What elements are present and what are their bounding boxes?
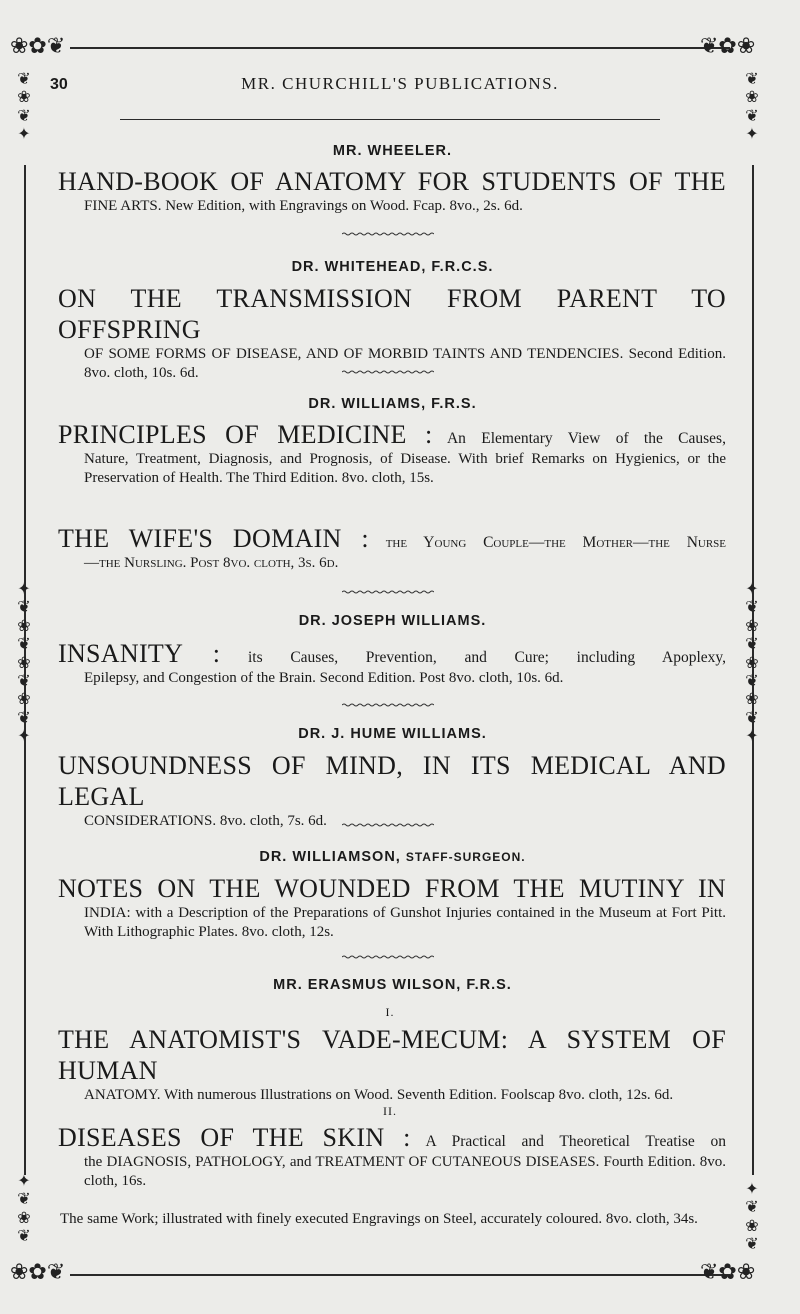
section-divider-squiggle [342, 823, 434, 827]
section-author: MR. WHEELER. [332, 143, 453, 159]
left-top-vine-icon: ❦ ❀ ❦ ✦ [17, 69, 31, 144]
catalog-entry [58, 750, 726, 831]
section-divider-squiggle [342, 590, 434, 594]
page-header [50, 74, 750, 98]
volume-numeral: I. [385, 1005, 395, 1019]
book-description: —the Nursling. Post 8vo. cloth, 3s. 6d. [84, 555, 339, 572]
bottom-left-floral-icon: ❀✿❦ [10, 1260, 66, 1285]
book-description: OF SOME FORMS OF DISEASE, AND OF MORBID TAINTS AND TENDENCIES. Second Edition. 8vo. cloth, 10s. 6d. [84, 346, 726, 382]
book-description: FINE ARTS. New Edition, with Engravings on Wood. Fcap. 8vo., 2s. 6d. [84, 198, 523, 215]
catalog-entry [58, 873, 726, 942]
book-description: the DIAGNOSIS, PATHOLOGY, and TREATMENT OF CUTANEOUS DISEASES. Fourth Edition. 8vo. cloth, 16s. [84, 1154, 726, 1189]
section-author: DR. WHITEHEAD, F.R.C.S. [291, 259, 494, 275]
catalog-entry [58, 1024, 726, 1105]
catalog-entry [58, 523, 726, 573]
section-divider-squiggle [342, 703, 434, 707]
book-title: HAND-BOOK OF ANATOMY FOR STUDENTS OF THE [58, 167, 726, 196]
catalog-entry [58, 166, 726, 216]
catalog-entry [58, 283, 726, 383]
catalog-entry [58, 638, 726, 688]
right-bottom-vine-icon: ✦ ❦ ❀ ❦ [745, 1179, 759, 1254]
right-top-vine-icon: ❦ ❀ ❦ ✦ [745, 69, 759, 144]
left-middle-vine-icon: ✦ ❦ ❀ ❦ ❀ ❦ ❀ ❦ ✦ [17, 579, 31, 746]
left-bottom-vine-icon: ✦ ❦ ❀ ❦ [17, 1171, 31, 1246]
book-title: THE ANATOMIST'S VADE-MECUM: A SYSTEM OF HUMAN [58, 1025, 726, 1086]
book-subtitle: its Causes, Prevention, and Cure; including Apoplexy, [248, 649, 726, 666]
author-name: DR. WILLIAMSON, [259, 849, 401, 865]
book-description: Epilepsy, and Congestion of the Brain. Second Edition. Post 8vo. cloth, 10s. 6d. [84, 670, 564, 687]
book-title: THE WIFE'S DOMAIN : [58, 524, 369, 553]
book-description: Nature, Treatment, Diagnosis, and Prognosis, of Disease. With brief Remarks on Hygienics, or the Preservation of Health. The Third Edition. 8vo. cloth, 15s. [84, 451, 726, 486]
book-title: PRINCIPLES OF MEDICINE : [58, 420, 433, 449]
page-number: 30 [50, 76, 68, 93]
book-title: INSANITY : [58, 639, 221, 668]
running-head: MR. CHURCHILL'S PUBLICATIONS. [241, 74, 559, 93]
section-author: DR. JOSEPH WILLIAMS. [298, 613, 487, 629]
book-title: DISEASES OF THE SKIN : [58, 1123, 411, 1152]
section-divider-squiggle [342, 232, 434, 236]
bottom-border-rule [70, 1274, 730, 1276]
section-author: DR. WILLIAMS, F.R.S. [308, 396, 477, 412]
author-rank: STAFF-SURGEON. [405, 850, 526, 864]
book-description: ANATOMY. With numerous Illustrations on Wood. Seventh Edition. Foolscap 8vo. cloth, 12s. 6d. [84, 1087, 674, 1104]
book-title: ON THE TRANSMISSION FROM PARENT TO OFFSPRING [58, 284, 726, 345]
catalog-entry [58, 1122, 726, 1191]
header-underline [120, 119, 660, 120]
book-title: UNSOUNDNESS OF MIND, IN ITS MEDICAL AND LEGAL [58, 751, 726, 812]
catalog-entry [58, 419, 726, 488]
catalog-entry [60, 1210, 728, 1229]
book-description: INDIA: with a Description of the Preparations of Gunshot Injuries contained in the Museum at Fort Pitt. With Lithographic Plates. 8vo. cloth, 12s. [84, 905, 726, 940]
section-author: DR. J. HUME WILLIAMS. [298, 726, 487, 742]
top-right-floral-icon: ❦✿❀ [700, 34, 756, 59]
section-author: MR. ERASMUS WILSON, F.R.S. [273, 977, 512, 993]
right-middle-vine-icon: ✦ ❦ ❀ ❦ ❀ ❦ ❀ ❦ ✦ [745, 579, 759, 746]
book-description: CONSIDERATIONS. 8vo. cloth, 7s. 6d. [84, 813, 327, 830]
section-author [60, 849, 725, 865]
book-subtitle: An Elementary View of the Causes, [446, 430, 726, 447]
bottom-right-floral-icon: ❦✿❀ [700, 1260, 756, 1285]
book-title: NOTES ON THE WOUNDED FROM THE MUTINY IN [58, 874, 726, 903]
section-divider-squiggle [342, 955, 434, 959]
top-border-rule [70, 47, 730, 49]
volume-numeral: II. [383, 1104, 397, 1118]
book-subtitle: A Practical and Theoretical Treatise on [425, 1133, 726, 1150]
section-divider-squiggle [342, 370, 434, 374]
top-left-floral-icon: ❀✿❦ [10, 34, 66, 59]
book-description: The same Work; illustrated with finely executed Engravings on Steel, accurately coloured. 8vo. cloth, 34s. [60, 1211, 698, 1227]
book-subtitle: the Young Couple—the Mother—the Nurse [385, 534, 727, 551]
